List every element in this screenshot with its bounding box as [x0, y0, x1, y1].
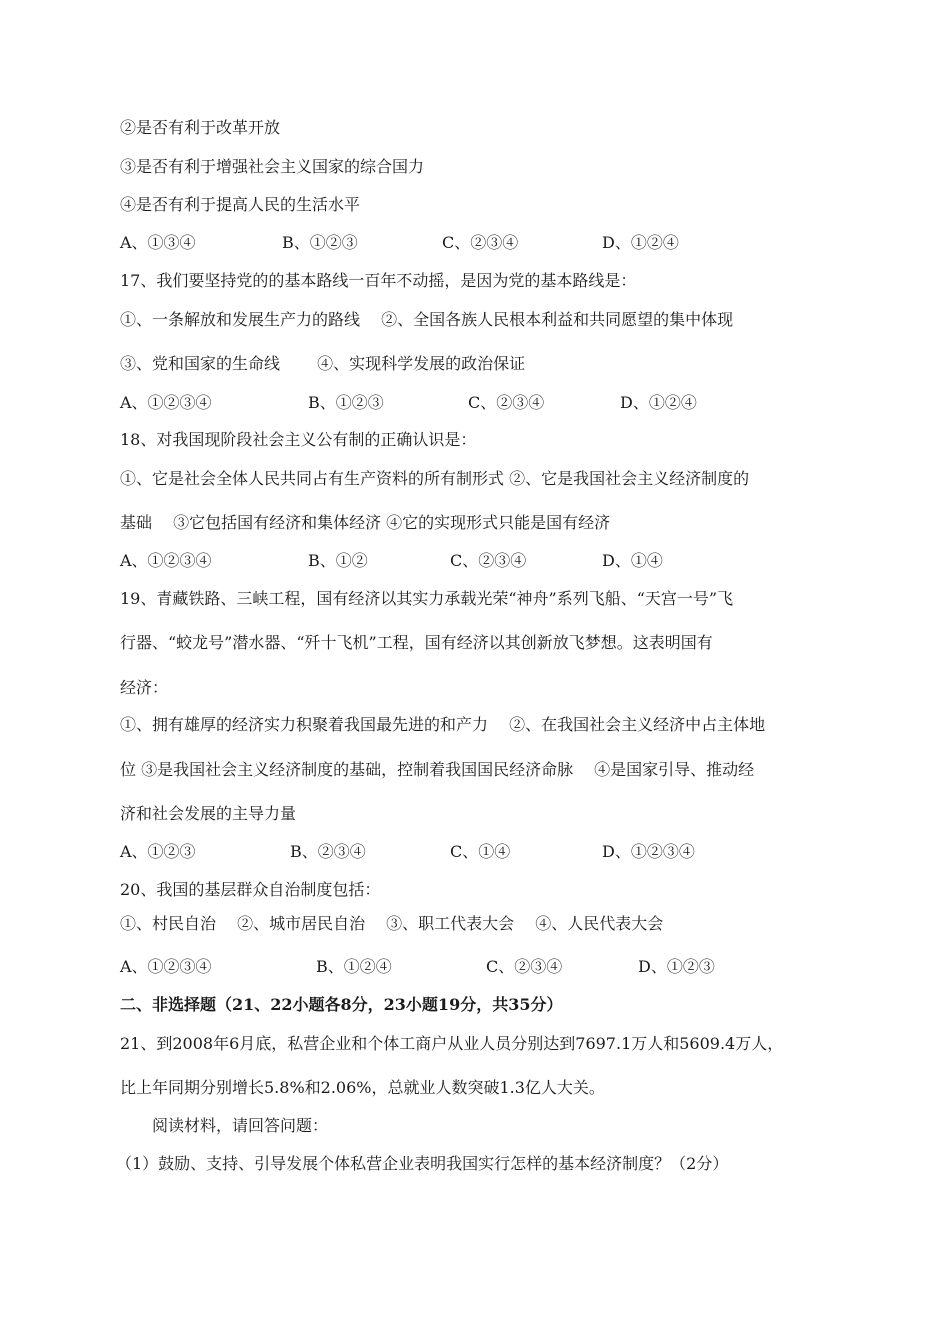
q21-stem-1: 21、到2008年6月底，私营企业和个体工商户从业人员分别达到7697.1万人和5609.4万人，: [120, 1034, 784, 1053]
q20-option-d: D、①②③: [638, 957, 715, 976]
section-heading: 二、非选择题（21、22小题各8分，23小题19分，共35分）: [120, 995, 563, 1014]
q21-subquestion-1: （1）鼓励、支持、引导发展个体私营企业表明我国实行怎样的基本经济制度？（2分）: [116, 1154, 729, 1173]
q17-option-b: B、①②③: [308, 393, 384, 412]
q16-option-d: D、①②④: [602, 233, 679, 252]
q21-stem-2: 比上年同期分别增长5.8%和2.06%，总就业人数突破1.3亿人大关。: [120, 1078, 605, 1097]
q20-stem: 20、我国的基层群众自治制度包括：: [120, 880, 381, 899]
q19-line-2: 位 ③是我国社会主义经济制度的基础，控制着我国国民经济命脉 ④是国家引导、推动经: [120, 760, 755, 779]
q18-option-c: C、②③④: [450, 551, 527, 570]
q19-option-a: A、①②③: [120, 842, 196, 861]
q16-option-a: A、①③④: [120, 233, 196, 252]
q20-option-a: A、①②③④: [120, 957, 212, 976]
q20-option-c: C、②③④: [486, 957, 563, 976]
q18-option-d: D、①④: [602, 551, 663, 570]
q16-item-2: ②是否有利于改革开放: [120, 118, 281, 137]
q16-item-3: ③是否有利于增强社会主义国家的综合国力: [120, 157, 425, 176]
q16-option-c: C、②③④: [442, 233, 519, 252]
q19-option-d: D、①②③④: [602, 842, 695, 861]
q20-line-1: ①、村民自治 ②、城市居民自治 ③、职工代表大会 ④、人民代表大会: [120, 914, 664, 933]
q18-option-b: B、①②: [308, 551, 368, 570]
q18-option-a: A、①②③④: [120, 551, 212, 570]
q18-line-2: 基础 ③它包括国有经济和集体经济 ④它的实现形式只能是国有经济: [120, 513, 611, 532]
q17-option-c: C、②③④: [468, 393, 545, 412]
q20-option-b: B、①②④: [316, 957, 392, 976]
q19-stem-3: 经济：: [120, 678, 169, 697]
q19-line-1: ①、拥有雄厚的经济实力积聚着我国最先进的和产力 ②、在我国社会主义经济中占主体地: [120, 715, 766, 734]
q17-line-1: ①、一条解放和发展生产力的路线 ②、全国各族人民根本利益和共同愿望的集中体现: [120, 310, 734, 329]
q19-option-b: B、②③④: [290, 842, 366, 861]
q17-option-d: D、①②④: [620, 393, 697, 412]
q16-option-b: B、①②③: [282, 233, 358, 252]
q19-line-3: 济和社会发展的主导力量: [120, 804, 297, 823]
q19-stem-1: 19、青藏铁路、三峡工程，国有经济以其实力承载光荣“神舟”系列飞船、“天宫一号”飞: [120, 589, 734, 608]
q18-stem: 18、对我国现阶段社会主义公有制的正确认识是：: [120, 430, 477, 449]
q21-instruction: 阅读材料，请回答问题：: [152, 1116, 329, 1135]
q17-line-2: ③、党和国家的生命线 ④、实现科学发展的政治保证: [120, 354, 526, 373]
q16-item-4: ④是否有利于提高人民的生活水平: [120, 195, 361, 214]
q17-stem: 17、我们要坚持党的的基本路线一百年不动摇，是因为党的基本路线是：: [120, 271, 637, 290]
q17-option-a: A、①②③④: [120, 393, 212, 412]
q19-stem-2: 行器、“蛟龙号”潜水器、“歼十飞机”工程，国有经济以其创新放飞梦想。这表明国有: [120, 633, 713, 652]
q19-option-c: C、①④: [450, 842, 511, 861]
q18-line-1: ①、它是社会全体人民共同占有生产资料的所有制形式 ②、它是我国社会主义经济制度的: [120, 469, 750, 488]
